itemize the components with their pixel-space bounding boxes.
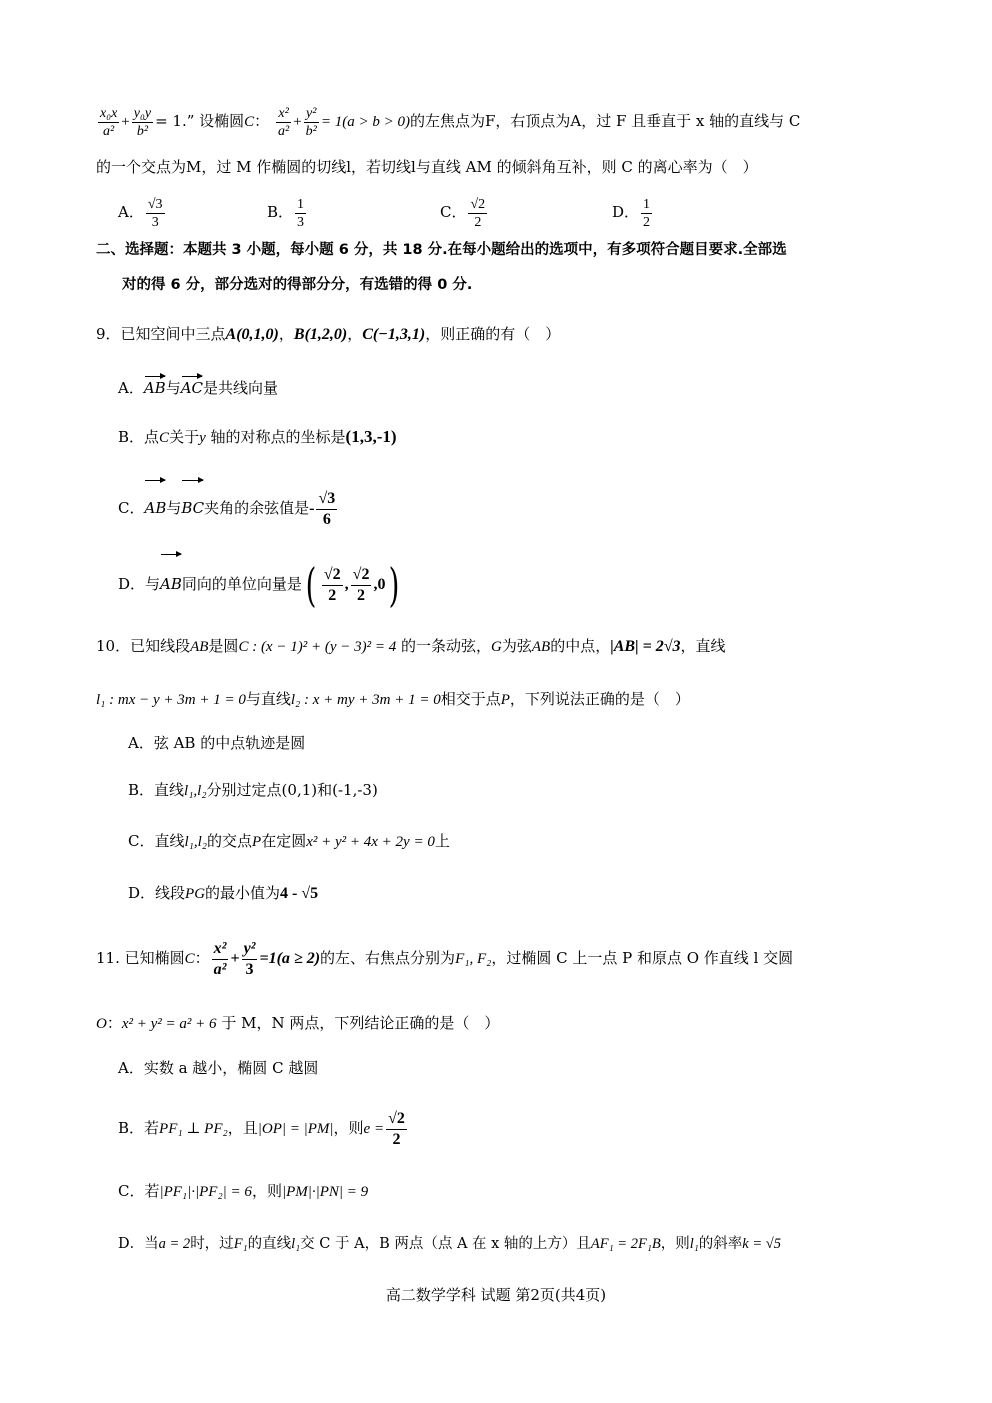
q8-option-d: D． $\frac{1}{2}$ <box>612 196 651 230</box>
vector-ab: AB <box>144 478 166 534</box>
q10-option-a: A．弦 AB 的中点轨迹是圆 <box>128 734 306 752</box>
q9-option-b: B．点C关于y 轴的对称点的坐标是(1,3,-1) <box>118 427 397 446</box>
vector-ab: AB <box>144 374 166 398</box>
q8-line2: 的一个交点为M，过 M 作椭圆的切线l，若切线l与直线 AM 的倾斜角互补，则 C 的离心率为（ ） <box>96 158 758 176</box>
q8-ellipse-condition: = 1(a > b > 0) <box>320 114 410 130</box>
vector-ac: AC <box>181 374 203 398</box>
q8-option-a: A． $\frac{√3}{3}$ <box>118 196 163 230</box>
q8-ellipse-frac1: $\frac{\text{x²}}{\text{a²}}$ <box>277 105 290 139</box>
q10-stem-line2: l₁ : mx − y + 3m + 1 = 0与直线l₂ : x + my + 3m + 1 = 0相交于点P，下列说法正确的是（ ） <box>96 690 690 708</box>
q10-option-b: B．直线l₁,l₂分别过定点(0,1)和(-1,-3) <box>128 781 378 799</box>
q10-option-c: C．直线l₁,l₂的交点P在定圆x² + y² + 4x + 2y = 0上 <box>128 832 450 850</box>
q8-line1-text: 的左焦点为F，右顶点为A，过 F 且垂直于 x 轴的直线与 C <box>409 112 801 130</box>
page-footer: 高二数学学科 试题 第2页(共4页) <box>385 1286 607 1304</box>
q11-stem-line1: 11. 已知椭圆C： $\frac{\text{x²}}{\text{a²}}$ + $\frac{\text{y²}}{3}$ =1(a ≥ 2)的左、右焦点分别为F₁, F₂，过椭圆 C 上一点 P 和原点 O 作直线 l 交圆 <box>96 939 794 978</box>
q8-line1: $\frac{\text{x₀x}}{\text{a²}}$ + $\frac{\text{y₀y}}{\text{b²}}$ = 1.” 设椭圆C： $\frac{\text{x²}}{\text{a²}}$ + $\frac{\text{y²}}{\text{b²}}$ = 1(a > b > 0)的左焦点为F，右顶点为A，过 F 且垂直于 x 轴的直线与 C <box>100 105 801 139</box>
section2-header-line2: 对的得 6 分，部分选对的得部分分，有选错的得 0 分. <box>122 277 473 293</box>
q8-ellipse-frac2: $\frac{\text{y²}}{\text{b²}}$ <box>305 105 317 139</box>
q11-option-a: A．实数 a 越小，椭圆 C 越圆 <box>118 1059 319 1077</box>
q8-option-b: B． $\frac{1}{3}$ <box>267 196 305 230</box>
q9-option-c: C．AB与BC夹角的余弦值是- $\frac{√3}{6}$ <box>118 478 339 530</box>
q8-frac-x0x: $\frac{\text{x₀x}}{\text{a²}}$ <box>100 105 118 139</box>
q9-option-a: A．AB与AC是共线向量 <box>118 374 278 398</box>
q11-stem-line2: O：x² + y² = a² + 6 于 M，N 两点，下列结论正确的是（ ） <box>96 1014 500 1032</box>
vector-bc: BC <box>181 478 204 534</box>
q8-option-c: C． $\frac{√2}{2}$ <box>440 196 486 230</box>
q10-option-d: D．线段PG的最小值为4 - √5 <box>128 884 319 902</box>
q8-frac-y0y: $\frac{\text{y₀y}}{\text{b²}}$ <box>133 105 152 139</box>
q10-stem-line1: 10．已知线段AB是圆C : (x − 1)² + (y − 3)² = 4 的一条动弦，G为弦AB的中点，|AB| = 2√3，直线 <box>96 637 726 655</box>
q9-stem: 9．已知空间中三点A(0,1,0)，B(1,2,0)，C(−1,3,1)，则正确的有（ ） <box>96 325 561 343</box>
q11-option-d: D．当a = 2时，过F₁的直线l₁交 C 于 A，B 两点（点 A 在 x 轴的上方）且AF₁ = 2F₁B，则l₁的斜率k = √5 <box>118 1236 781 1252</box>
q9-option-d: D．与AB同向的单位向量是( $\frac{√2}{2}$ , $\frac{√2}{2}$ ,0) <box>118 552 403 608</box>
section2-header-line1: 二、选择题：本题共 3 小题，每小题 6 分，共 18 分.在每小题给出的选项中，有多项符合题目要求.全部选 <box>96 242 787 258</box>
vector-ab: AB <box>160 552 182 612</box>
q11-option-b: B．若PF₁ ⊥ PF₂，且|OP| = |PM|，则e = $\frac{√2}{2}$ <box>118 1109 405 1148</box>
q11-option-c: C．若|PF₁|·|PF₂| = 6，则|PM|·|PN| = 9 <box>118 1182 369 1200</box>
q8-line1-tail: = 1.” 设椭圆 <box>155 112 245 130</box>
